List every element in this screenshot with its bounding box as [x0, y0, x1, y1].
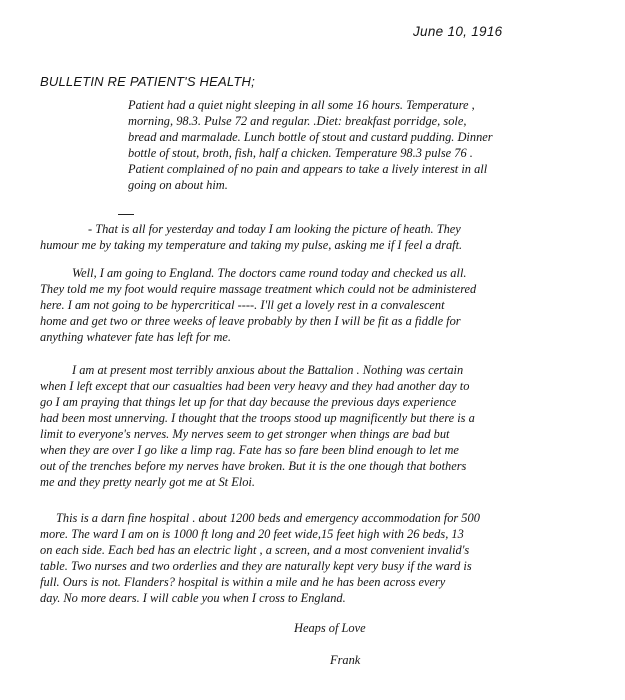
paragraph-line: limit to everyone's nerves. My nerves seem to get stronger when things are bad but	[40, 427, 450, 441]
letter-date: June 10, 1916	[413, 24, 503, 39]
paragraph-line: - That is all for yesterday and today I am looking the picture of heath. They	[88, 222, 461, 236]
paragraph-line: anything whatever fate has left for me.	[40, 330, 231, 344]
paragraph-line: I am at present most terribly anxious about the Battalion . Nothing was certain	[72, 363, 464, 377]
paragraph-line: out of the trenches before my nerves have broken. But it is the one though that bothers	[40, 459, 467, 473]
paragraph-line: go I am praying that things let up for that day because the previous days experience	[40, 395, 457, 409]
bulletin-line: bottle of stout, broth, fish, half a chicken. Temperature 98.3 pulse 76 .	[128, 146, 473, 160]
paragraph-line: home and get two or three weeks of leave probably by then I will be fit as a fiddle for	[40, 314, 461, 328]
paragraph-line: This is a darn fine hospital . about 1200 beds and emergency accommodation for 500	[56, 511, 480, 525]
paragraph-line: day. No more dears. I will cable you when I cross to England.	[40, 591, 346, 605]
bulletin-line: morning, 98.3. Pulse 72 and regular. .Diet: breakfast porridge, sole,	[128, 114, 467, 128]
paragraph-line: full. Ours is not. Flanders? hospital is within a mile and he has been across every	[40, 575, 446, 589]
paragraph-line: They told me my foot would require massage treatment which could not be administered	[40, 282, 477, 296]
bulletin-end-dash	[118, 214, 134, 215]
paragraph-line: table. Two nurses and two orderlies and they are naturally kept very busy if the ward is	[40, 559, 472, 573]
bulletin-line: bread and marmalade. Lunch bottle of stout and custard pudding. Dinner	[128, 130, 493, 144]
paragraph-line: when I left except that our casualties had been very heavy and they had another day to	[40, 379, 470, 393]
signature: Frank	[330, 653, 361, 667]
paragraph-line: when they are over I go like a limp rag. Fate has so fare been blind enough to let me	[40, 443, 459, 457]
paragraph-line: here. I am not going to be hypercritical ----. I'll get a lovely rest in a convalescent	[40, 298, 445, 312]
bulletin-line: Patient complained of no pain and appears to take a lively interest in all	[128, 162, 488, 176]
paragraph-line: more. The ward I am on is 1000 ft long and 20 feet wide,15 feet high with 26 beds, 13	[40, 527, 464, 541]
bulletin-line: going on about him.	[128, 178, 228, 192]
bulletin-line: Patient had a quiet night sleeping in all some 16 hours. Temperature ,	[128, 98, 475, 112]
closing-line: Heaps of Love	[294, 621, 366, 635]
paragraph-line: on each side. Each bed has an electric light , a screen, and a most convenient invalid's	[40, 543, 470, 557]
bulletin-heading: BULLETIN RE PATIENT'S HEALTH;	[40, 74, 255, 89]
paragraph-line: humour me by taking my temperature and taking my pulse, asking me if I feel a draft.	[40, 238, 463, 252]
paragraph-line: had been most unnerving. I thought that the troops stood up magnificently but there is a	[40, 411, 475, 425]
paragraph-line: Well, I am going to England. The doctors came round today and checked us all.	[72, 266, 467, 280]
paragraph-line: me and they pretty nearly got me at St Eloi.	[40, 475, 255, 489]
